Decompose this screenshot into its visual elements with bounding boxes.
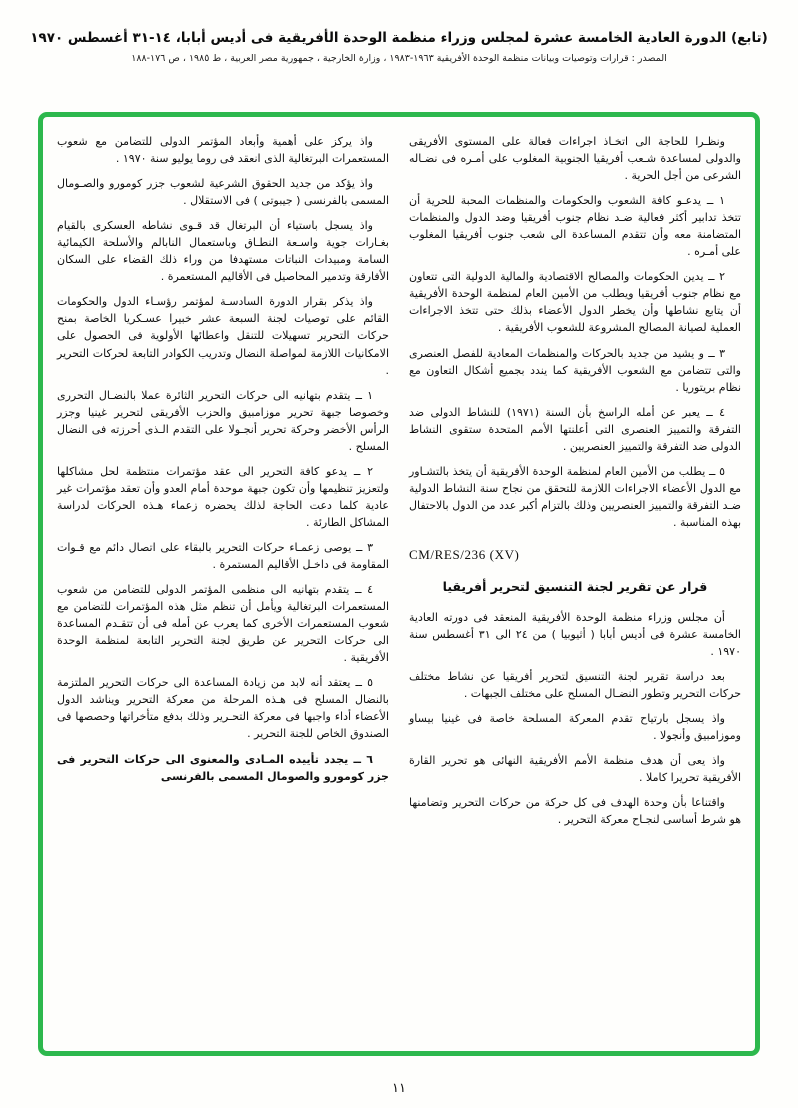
paragraph: ٥ ــ يطلب من الأمين العام لمنظمة الوحدة الأفريقية أن يتخذ بالتشـاور مع الدول الأعضاء الاجراءات اللازمة للتحقق من نجاح سنة النشاط الدولية ضـد التفرقة والتمييز العنصريين وذلك بالتزام أكبر عدد من الدول بالاحتفال بهذه المناسبة . <box>409 464 741 529</box>
paragraph: واذ يسجل بارتياح تقدم المعركة المسلحة خاصة فى غينيا بيساو وموزامبيق وأنجولا . <box>409 711 741 742</box>
paragraph: واذ يذكر بقرار الدورة السادسـة لمؤتمر رؤسـاء الدول والحكومات القائم على توصيات لجنة السبعة عشر خبيرا عسـكريا الخاصة بمنح حركات التحرير تسهيلات للتنقل واعطائها الأولوية فى الحصول على الامكانيات اللازمة لمواصلة النضال وتدريب الكوادر التابعة لحركات التحرير . <box>57 295 389 377</box>
page-number: ١١ <box>392 1081 406 1096</box>
paragraph: ٤ ــ يتقدم بتهانيه الى منظمى المؤتمر الدولى للتضامن من شعوب المستعمرات البرتغالية ويأمل أن تنظم مثل هذه المؤتمرات للتضامن مع شعوب المستعمرات الأخرى كما يعرب عن أمله فى أن تتقـدم المساعدة الى حركات التحرير عن طريق لجنة التحرير التابعة لمنظمة الوحدة الأفريقية . <box>57 583 389 665</box>
paragraph: ٢ ــ يدين الحكومات والمصالح الاقتصادية والمالية الدولية التى تتعاون مع نظام جنوب أفريقيا ويطلب من الأمين العام لمنظمة الوحدة الأفريقية أن يتابع نشاطها وأن يخطر الدول الأعضاء بذلك حتى تتخذ الاجراءات العملية لصيانة المصالح المشروعة للشعوب الأفريقية . <box>409 270 741 335</box>
paragraph: واذ يؤكد من جديد الحقوق الشرعية لشعوب جزر كومورو والصـومال المسمى بالفرنسى ( جيبوتى ) فى الاستقلال . <box>57 177 389 208</box>
two-column-layout <box>57 133 741 1039</box>
paragraph: واذ يعى أن هدف منظمة الأمم الأفريقية النهائى هو تحرير القارة الأفريقية تحريرا كاملا . <box>409 753 741 784</box>
header-title: (تابع) الدورة العادية الخامسة عشرة لمجلس وزراء منظمة الوحدة الأفريقية فى أديس أبابا، ١٤-٣١ أغسطس ١٩٧٠ <box>30 30 768 46</box>
paragraph: ٣ ــ و يشيد من جديد بالحركات والمنظمات المعادية للفصل العنصرى والتى تتضامن مع الشعوب الأفريقية كما يندد بجميع أشكال التعاون مع نظام بريتوريا . <box>409 346 741 394</box>
right-column <box>409 133 741 1039</box>
paragraph: ١ ــ يدعـو كافة الشعوب والحكومات والمنظمات المحبة للحرية أن تتخذ تدابير أكثر فعالية ضـد نظام جنوب أفريقيا وضد الدول والمنظمات المتضامنة معه وأن تتقدم المساعدة الى شعب جنوب أفريقيا المغلوب على أمـره . <box>409 194 741 259</box>
paragraph: ٥ ــ يعتقد أنه لابد من زيادة المساعدة الى حركات التحرير الملتزمة بالنضال المسلح فى هـذه المرحلة من معركة التحرير ويناشد الدول الأعضاء أداء واجبها فى معركة التحـرير وذلك بدفع متأخراتها وحصصها فى الصندوق الخاص للجنة التحرير . <box>57 676 389 741</box>
paragraph: بعد دراسة تقرير لجنة التنسيق لتحرير أفريقيا عن نشاط مختلف حركات التحرير وتطور النضـال المسلح على مختلف الجبهات . <box>409 669 741 700</box>
paragraph: أن مجلس وزراء منظمة الوحدة الأفريقية المنعقد فى دورته العادية الخامسة عشرة فى أديس أبابا ( أثيوبيا ) من ٢٤ الى ٣١ أغسطس سنة ١٩٧٠ . <box>409 610 741 658</box>
resolution-title: قرار عن تقرير لجنة التنسيق لتحرير أفريقيا <box>442 579 708 595</box>
resolution-code: CM/RES/236 (XV) <box>409 546 520 562</box>
paragraph: ٣ ــ يوصى زعمـاء حركات التحرير بالبقاء على اتصال دائم مع قـوات المقاومة فى داخـل الأقاليم المستمرة . <box>57 540 389 572</box>
content-border-box <box>38 112 760 1056</box>
paragraph: واذ يركز على أهمية وأبعاد المؤتمر الدولى للتضامن مع شعوب المستعمرات البرتغالية الذى انعقد فى روما يوليو سنة ١٩٧٠ . <box>57 135 389 166</box>
paragraph: واقتناعا بأن وحدة الهدف فى كل حركة من حركات التحرير وتضامنها هو شرط أساسى لنجـاح معركة التحرير . <box>409 795 741 826</box>
paragraph: ٢ ــ يدعو كافة التحرير الى عقد مؤتمرات منتظمة لحل مشاكلها ولتعزيز تنظيمها وأن تكون جبهة موحدة أمام العدو وأن تعقد مؤتمرات غير عادية كلما دعت الحاجة لذلك يحضره زعماء هـذه الحركات لدراسة المشاكل الطارئة . <box>57 464 389 529</box>
paragraph: ٤ ــ يعبر عن أمله الراسخ بأن السنة (١٩٧١) للنشاط الدولى ضد التفرقة والتمييز العنصرى التى أعلنتها الأمم المتحدة ستقوى النشاط الدولى ضد التفرقة والتمييز العنصريين . <box>409 405 741 453</box>
paragraph: ٦ ــ يجدد تأييده المـادى والمعنوى الى حركات التحرير فى جزر كومورو والصومال المسمى بالفرنسى <box>57 752 389 783</box>
paragraph: واذ يسجل باستياء أن البرتغال قد قـوى نشاطه العسكرى بالقيام بغـارات جوية واسـعة النطـاق وباستعمال النابالم والأسلحة الكيمائية السامة ومبيدات النباتات مستهدفا من وراء ذلك القضاء على السكان الأفارقة وتدمير المحاصيل فى الأقاليم المستعمرة . <box>57 219 389 284</box>
page-header <box>0 0 798 64</box>
left-column <box>57 133 389 1039</box>
header-source: المصدر : قرارات وتوصيات وبيانات منظمة الوحدة الأفريقية ١٩٦٣-١٩٨٣ ، وزارة الخارجية ، جمهورية مصر العربية ، ط ١٩٨٥ ، ص ١٧٦-١٨٨ <box>131 53 667 64</box>
paragraph: ١ ــ يتقدم بتهانيه الى حركات التحرير الثائرة عملا بالنضـال التحررى وخصوصا جبهة تحرير موزامبيق والحزب الأفريقى لتحرير غينيا وجزر الرأس الأخضر وحركة تحرير أنجـولا على التقدم الـذى أحرزته فى النضال المسلح . <box>57 388 389 453</box>
paragraph: ونظـرا للحاجة الى اتخـاذ اجراءات فعالة على المستوى الأفريقى والدولى لمساعدة شـعب أفريقيا الجنوبية المغلوب على أمـره فى نضـاله الشرعى من أجل الحرية . <box>409 135 741 183</box>
